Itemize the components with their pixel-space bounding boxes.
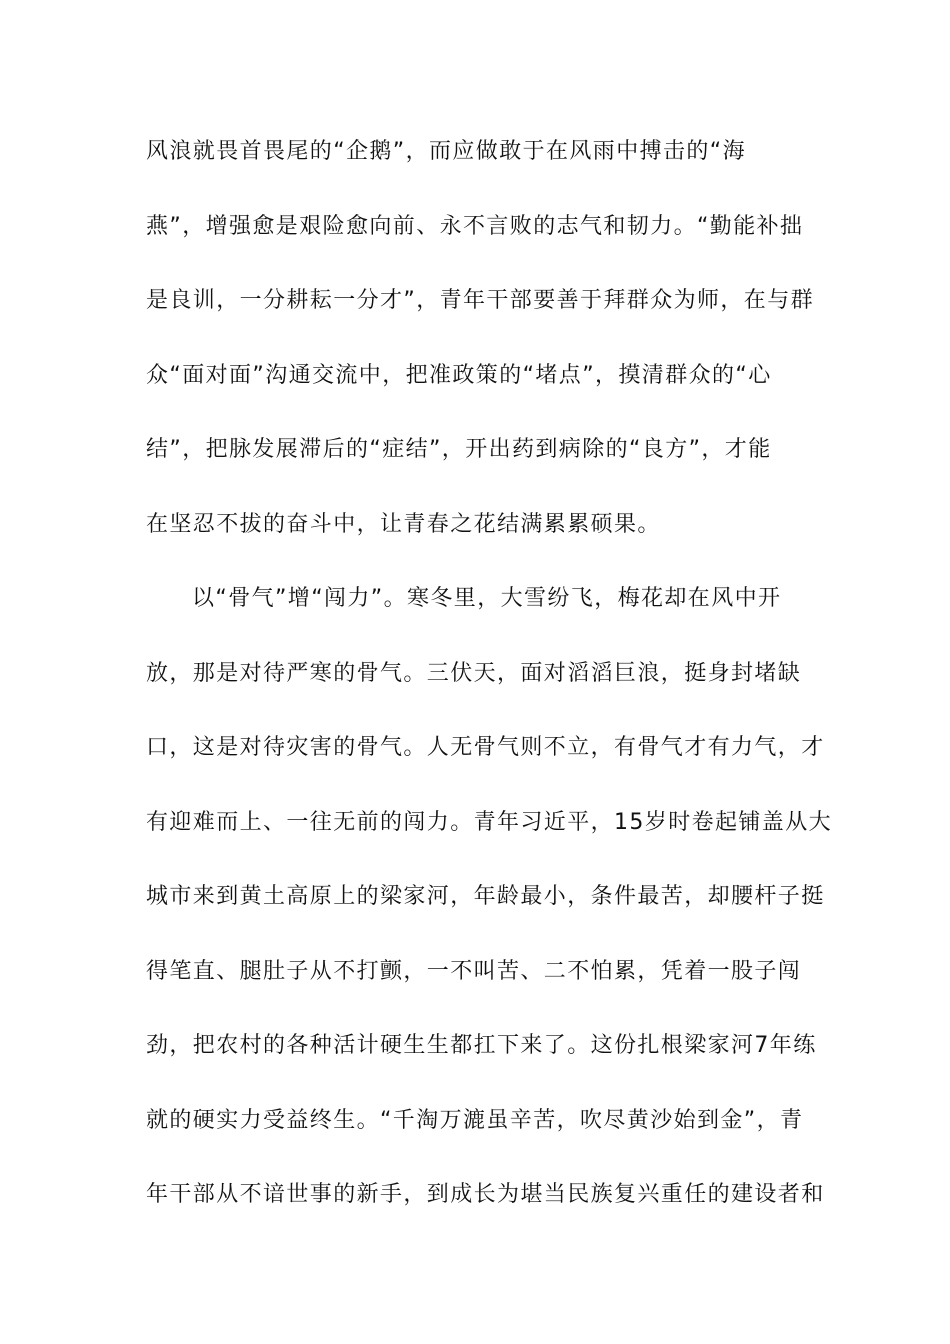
text-line: 劲，把农村的各种活计硬生生都扛下来了。这份扎根梁家河7年练: [146, 1033, 817, 1058]
text-line: 是良训，一分耕耘一分才”，青年干部要善于拜群众为师，在与群: [146, 288, 814, 313]
paragraph-1: [146, 128, 814, 575]
text-line: 结”，把脉发展滞后的“症结”，开出药到病除的“良方”，才能: [146, 437, 772, 462]
paragraph-2: [146, 575, 832, 1246]
body-text: [146, 128, 832, 1246]
text-line: 口，这是对待灾害的骨气。人无骨气则不立，有骨气才有力气，才: [146, 735, 825, 760]
text-line: 以“骨气”增“闯力”。寒冬里，大雪纷飞，梅花却在风中开: [192, 586, 782, 611]
text-line: 年干部从不谙世事的新手，到成长为堪当民族复兴重任的建设者和: [146, 1182, 825, 1207]
text-line: 风浪就畏首畏尾的“企鹅”，而应做敢于在风雨中搏击的“海: [146, 139, 746, 164]
text-line: 众“面对面”沟通交流中，把准政策的“堵点”，摸清群众的“心: [146, 362, 772, 388]
text-line: 就的硬实力受益终生。“千淘万漉虽辛苦，吹尽黄沙始到金”，青: [146, 1107, 804, 1133]
text-line: 放，那是对待严寒的骨气。三伏天，面对滔滔巨浪，挺身封堵缺: [146, 660, 802, 686]
text-line: 燕”，增强愈是艰险愈向前、永不言败的志气和韧力。“勤能补拙: [146, 213, 804, 239]
text-line: 有迎难而上、一往无前的闯力。青年习近平，15岁时卷起铺盖从大: [146, 809, 832, 835]
text-line: 得笔直、腿肚子从不打颤，一不叫苦、二不怕累，凭着一股子闯: [146, 958, 802, 984]
text-line: 在坚忍不拔的奋斗中，让青春之花结满累累硕果。: [146, 511, 661, 537]
text-line: 城市来到黄土高原上的梁家河，年龄最小，条件最苦，却腰杆子挺: [146, 884, 825, 909]
